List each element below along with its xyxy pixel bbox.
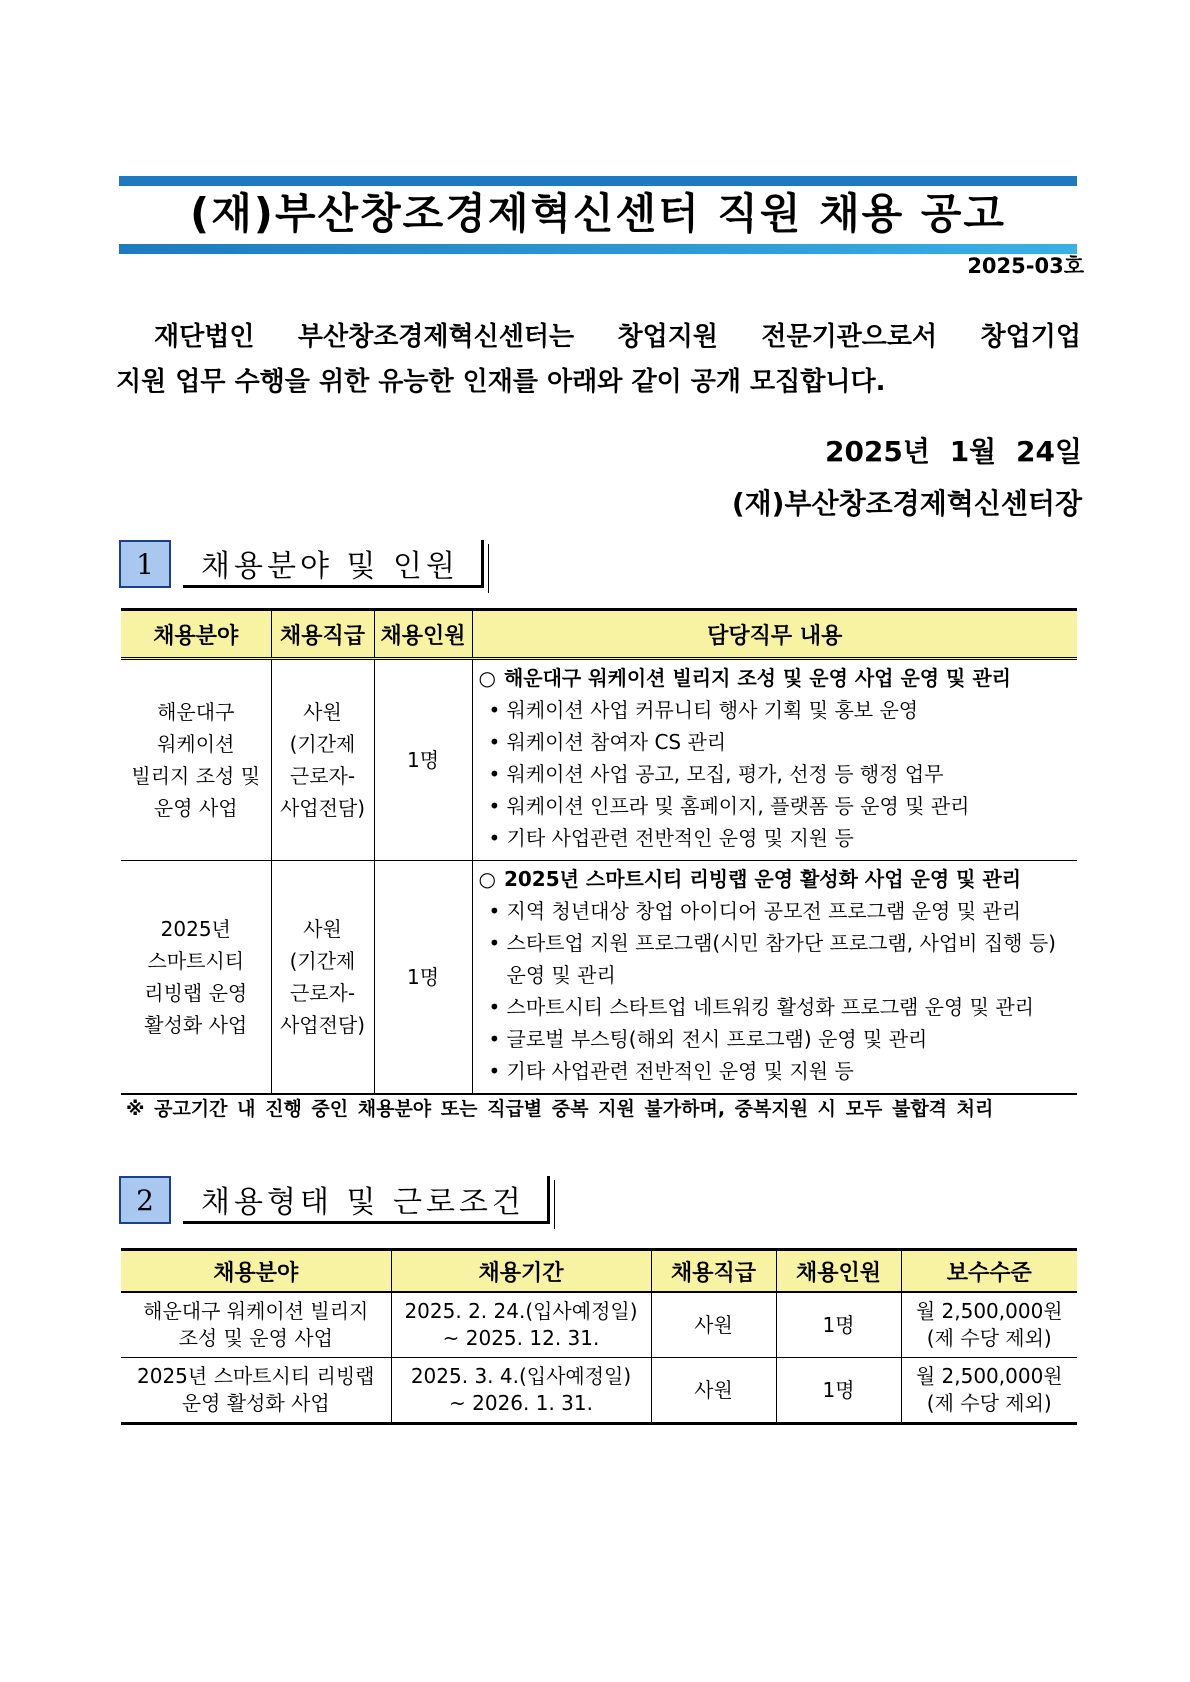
pay-amount: 월 2,500,000원 (915, 1299, 1063, 1323)
title-bar-top (119, 176, 1077, 186)
rank-line: 근로자- (289, 981, 356, 1005)
period-cell (391, 1358, 651, 1424)
intro-paragraph (116, 315, 1081, 405)
section-1-header (119, 540, 484, 588)
field-line: 2025년 스마트시티 리빙랩 (137, 1364, 375, 1388)
circle-bullet-icon: ○ (478, 867, 496, 891)
rank-cell: 사원 (651, 1292, 776, 1358)
rank-line: 사업전담) (279, 796, 366, 820)
duty-heading (479, 863, 1074, 895)
field-line: 해운대구 (157, 700, 235, 724)
field-line: 2025년 (160, 917, 231, 941)
rank-cell (271, 861, 374, 1095)
announcement-date: 2025년 1월 24일 (824, 435, 1082, 468)
section-number: 1 (119, 540, 171, 588)
section-title: 채용형태 및 근로조건 (183, 1176, 550, 1224)
table-row (121, 1358, 1077, 1424)
list-item: • 스타트업 지원 프로그램(시민 참가단 프로그램, 사업비 집행 등) 운영 및 관리 (479, 927, 1074, 991)
field-line: 스마트시티 (147, 949, 245, 973)
field-cell (121, 1292, 391, 1358)
rank-cell (271, 659, 374, 861)
period-start: 2025. 2. 24.(입사예정일) (404, 1299, 638, 1323)
header-cell: 채용직급 (651, 1250, 776, 1293)
table-row (121, 659, 1077, 861)
field-line: 워케이션 (157, 732, 235, 756)
duplicate-application-note: ※ 공고기간 내 진행 중인 채용분야 또는 직급별 중복 지원 불가하며, 중복지원 시 모두 불합격 처리 (126, 1098, 994, 1120)
section-number: 2 (119, 1176, 171, 1224)
field-line: 조성 및 운영 사업 (178, 1326, 333, 1350)
period-end: ~ 2026. 1. 31. (449, 1391, 593, 1415)
field-cell (121, 659, 271, 861)
list-item: • 워케이션 사업 공고, 모집, 평가, 선정 등 행정 업무 (479, 758, 1074, 790)
section-2-header (119, 1176, 550, 1224)
pay-cell (901, 1358, 1077, 1424)
field-cell (121, 861, 271, 1095)
period-end: ~ 2025. 12. 31. (442, 1326, 600, 1350)
duty-heading-text: 해운대구 워케이션 빌리지 조성 및 운영 사업 운영 및 관리 (503, 666, 1011, 690)
employment-conditions-table (121, 1248, 1077, 1425)
circle-bullet-icon: ○ (478, 666, 496, 690)
field-line: 리빙랩 운영 (144, 981, 248, 1005)
field-line: 운영 사업 (153, 796, 238, 820)
list-item: • 기타 사업관련 전반적인 운영 및 지원 등 (479, 1055, 1074, 1087)
pay-amount: 월 2,500,000원 (915, 1364, 1063, 1388)
header-cell: 담당직무 내용 (472, 610, 1077, 659)
list-item: • 기타 사업관련 전반적인 운영 및 지원 등 (479, 822, 1074, 854)
field-cell (121, 1358, 391, 1424)
field-line: 빌리지 조성 및 (131, 764, 261, 788)
count-cell: 1명 (374, 861, 472, 1095)
duty-list (479, 694, 1074, 854)
recruitment-fields-table (121, 608, 1077, 1095)
header-cell: 채용인원 (776, 1250, 901, 1293)
field-line: 해운대구 워케이션 빌리지 (143, 1299, 369, 1323)
document-number: 2025-03호 (967, 254, 1084, 278)
page-title: (재)부산창조경제혁신센터 직원 채용 공고 (190, 189, 1006, 238)
list-item: • 워케이션 인프라 및 홈페이지, 플랫폼 등 운영 및 관리 (479, 790, 1074, 822)
header-cell: 채용분야 (121, 1250, 391, 1293)
pay-note: (제 수당 제외) (926, 1391, 1052, 1415)
duty-heading (479, 662, 1074, 694)
pay-cell (901, 1292, 1077, 1358)
intro-line-1: 재단법인 부산창조경제혁신센터는 창업지원 전문기관으로서 창업기업 (154, 322, 1081, 352)
period-start: 2025. 3. 4.(입사예정일) (410, 1364, 632, 1388)
intro-line-2: 지원 업무 수행을 위한 유능한 인재를 아래와 같이 공개 모집합니다. (116, 367, 886, 397)
rank-cell: 사원 (651, 1358, 776, 1424)
rank-line: 사원 (303, 917, 342, 941)
rank-line: (기간제 (289, 949, 356, 973)
count-cell: 1명 (776, 1292, 901, 1358)
rank-line: 근로자- (289, 764, 356, 788)
header-cell: 채용분야 (121, 610, 271, 659)
duty-cell (472, 659, 1077, 861)
list-item: • 워케이션 참여자 CS 관리 (479, 726, 1074, 758)
rank-line: (기간제 (289, 732, 356, 756)
table-row (121, 861, 1077, 1095)
duty-cell (472, 861, 1077, 1095)
pay-note: (제 수당 제외) (926, 1326, 1052, 1350)
header-cell: 채용인원 (374, 610, 472, 659)
list-item: • 워케이션 사업 커뮤니티 행사 기획 및 홍보 운영 (479, 694, 1074, 726)
table-header-row (121, 610, 1077, 659)
header-cell: 채용기간 (391, 1250, 651, 1293)
header-cell: 채용직급 (271, 610, 374, 659)
list-item: • 글로벌 부스팅(해외 전시 프로그램) 운영 및 관리 (479, 1023, 1074, 1055)
issuer-name: (재)부산창조경제혁신센터장 (731, 487, 1082, 520)
header-cell: 보수수준 (901, 1250, 1077, 1293)
field-line: 활성화 사업 (144, 1013, 248, 1037)
field-line: 운영 활성화 사업 (181, 1391, 330, 1415)
list-item: • 지역 청년대상 창업 아이디어 공모전 프로그램 운영 및 관리 (479, 895, 1074, 927)
duty-list (479, 895, 1074, 1087)
title-block (119, 176, 1077, 254)
period-cell (391, 1292, 651, 1358)
duty-heading-text: 2025년 스마트시티 리빙랩 운영 활성화 사업 운영 및 관리 (503, 867, 1022, 891)
title-bar-bottom (119, 244, 1077, 254)
table-row (121, 1292, 1077, 1358)
rank-line: 사업전담) (279, 1013, 366, 1037)
list-item: • 스마트시티 스타트업 네트워킹 활성화 프로그램 운영 및 관리 (479, 991, 1074, 1023)
table-header-row (121, 1250, 1077, 1293)
count-cell: 1명 (374, 659, 472, 861)
rank-line: 사원 (303, 700, 342, 724)
section-title: 채용분야 및 인원 (183, 540, 484, 588)
count-cell: 1명 (776, 1358, 901, 1424)
